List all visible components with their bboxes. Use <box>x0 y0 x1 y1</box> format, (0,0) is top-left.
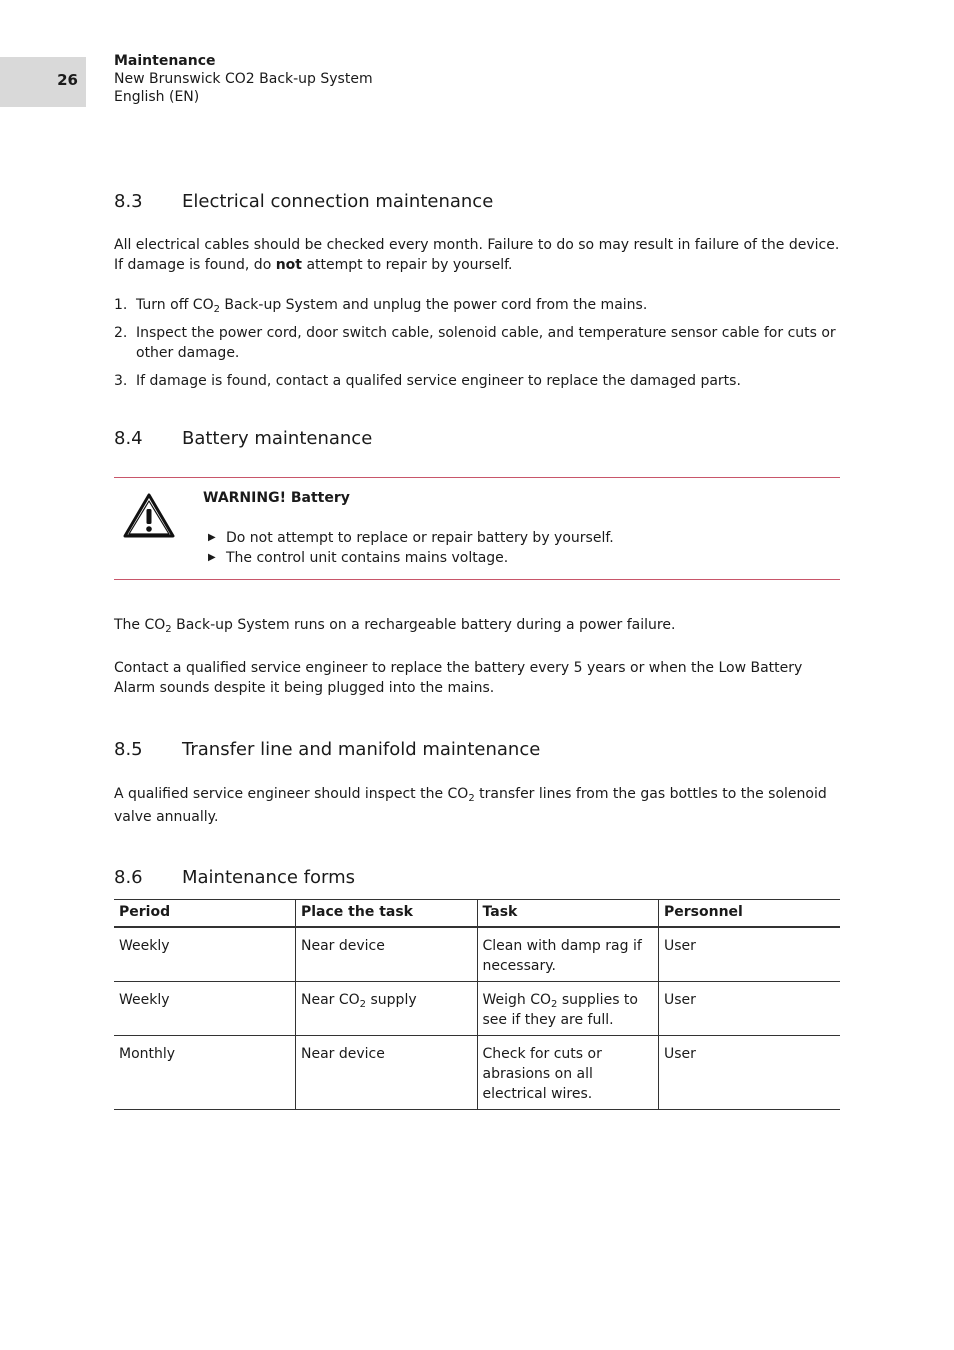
warning-box <box>114 477 840 580</box>
list-item <box>203 528 614 548</box>
arrow-right-icon: ▶ <box>208 552 216 563</box>
bold-text: not <box>275 257 302 273</box>
table-header-row <box>114 900 840 927</box>
cell-place: Near device <box>296 927 478 982</box>
cell-personnel: User <box>659 1035 841 1109</box>
section-number: 8.3 <box>114 191 143 212</box>
paragraph-battery-replace: Contact a qualified service engineer to replace the battery every 5 years or when the Low Battery Alarm sounds despite it being plugged into the mains. <box>114 660 803 696</box>
subscript: 2 <box>165 624 172 635</box>
step-text: Inspect the power cord, door switch cable, solenoid cable, and temperature sensor cable for cuts or other damage. <box>136 325 836 361</box>
section-title: Electrical connection maintenance <box>182 191 494 212</box>
text-run: Back-up System runs on a rechargeable battery during a power failure. <box>171 617 676 633</box>
warning-text: The control unit contains mains voltage. <box>226 550 509 566</box>
cell-place <box>296 981 478 1035</box>
cell-task <box>477 981 659 1035</box>
text-run: attempt to repair by yourself. <box>302 257 513 273</box>
section-heading-8-4 <box>114 427 372 451</box>
subscript: 2 <box>359 998 367 1010</box>
table-row <box>114 1035 840 1109</box>
step-text: If damage is found, contact a qualifed service engineer to replace the damaged parts. <box>136 373 741 389</box>
list-item <box>114 371 840 391</box>
subscript: 2 <box>468 793 475 804</box>
cell-task: Check for cuts or abrasions on all electrical wires. <box>477 1035 659 1109</box>
warning-title: WARNING! Battery <box>203 490 350 506</box>
text-run: supply <box>366 991 417 1008</box>
running-header <box>114 52 373 106</box>
table-row <box>114 927 840 982</box>
text-run: Back-up System and unplug the power cord from the mains. <box>219 297 648 313</box>
section-title: Battery maintenance <box>182 428 373 449</box>
section-title: Maintenance forms <box>182 867 355 888</box>
header-chapter-title: Maintenance <box>114 53 216 69</box>
cell-place: Near device <box>296 1035 478 1109</box>
cell-personnel: User <box>659 927 841 982</box>
list-item <box>114 295 840 315</box>
text-run: A qualified service engineer should inspect the CO <box>114 786 469 802</box>
cell-period: Weekly <box>114 927 296 982</box>
arrow-right-icon: ▶ <box>208 532 216 543</box>
header-product: New Brunswick CO2 Back-up System <box>114 71 373 87</box>
column-header-personnel: Personnel <box>659 900 841 927</box>
step-number: 1. <box>114 297 128 313</box>
section-number: 8.4 <box>114 428 143 449</box>
warning-list <box>203 528 614 568</box>
text-run: Near CO <box>301 991 360 1008</box>
text-run: Turn off CO <box>136 297 214 313</box>
text-run: supplies to see if they are full. <box>482 991 638 1028</box>
column-header-period: Period <box>114 900 296 927</box>
electrical-steps-list <box>114 295 840 399</box>
text-run: All electrical cables should be checked every month. Failure to do so may result in failure of the device. If damage is found, do <box>114 237 840 273</box>
header-language: English (EN) <box>114 89 200 105</box>
subscript: 2 <box>551 998 558 1010</box>
list-item <box>114 323 840 363</box>
column-header-task: Task <box>477 900 659 927</box>
paragraph-battery-runs <box>114 615 840 635</box>
text-run: transfer lines from the gas bottles to the solenoid valve annually. <box>114 786 827 825</box>
section-title: Transfer line and manifold maintenance <box>182 739 541 760</box>
warning-text: Do not attempt to replace or repair battery by yourself. <box>226 530 614 546</box>
maintenance-forms-table <box>114 899 840 1110</box>
paragraph-electrical-intro <box>114 235 840 275</box>
cell-personnel: User <box>659 981 841 1035</box>
text-run: Weigh CO <box>482 991 552 1008</box>
page-number: 26 <box>57 71 78 89</box>
list-item <box>203 548 614 568</box>
cell-task: Clean with damp rag if necessary. <box>477 927 659 982</box>
warning-triangle-icon <box>122 492 176 540</box>
cell-period: Weekly <box>114 981 296 1035</box>
cell-period: Monthly <box>114 1035 296 1109</box>
section-heading-8-3 <box>114 190 493 214</box>
section-number: 8.6 <box>114 867 143 888</box>
paragraph-transfer-lines <box>114 783 840 829</box>
column-header-place: Place the task <box>296 900 478 927</box>
text-run: The CO <box>114 617 166 633</box>
subscript: 2 <box>213 304 220 315</box>
step-number: 2. <box>114 325 128 341</box>
step-number: 3. <box>114 373 128 389</box>
section-heading-8-5 <box>114 738 540 762</box>
section-heading-8-6 <box>114 866 355 890</box>
section-number: 8.5 <box>114 739 143 760</box>
table-row <box>114 981 840 1035</box>
